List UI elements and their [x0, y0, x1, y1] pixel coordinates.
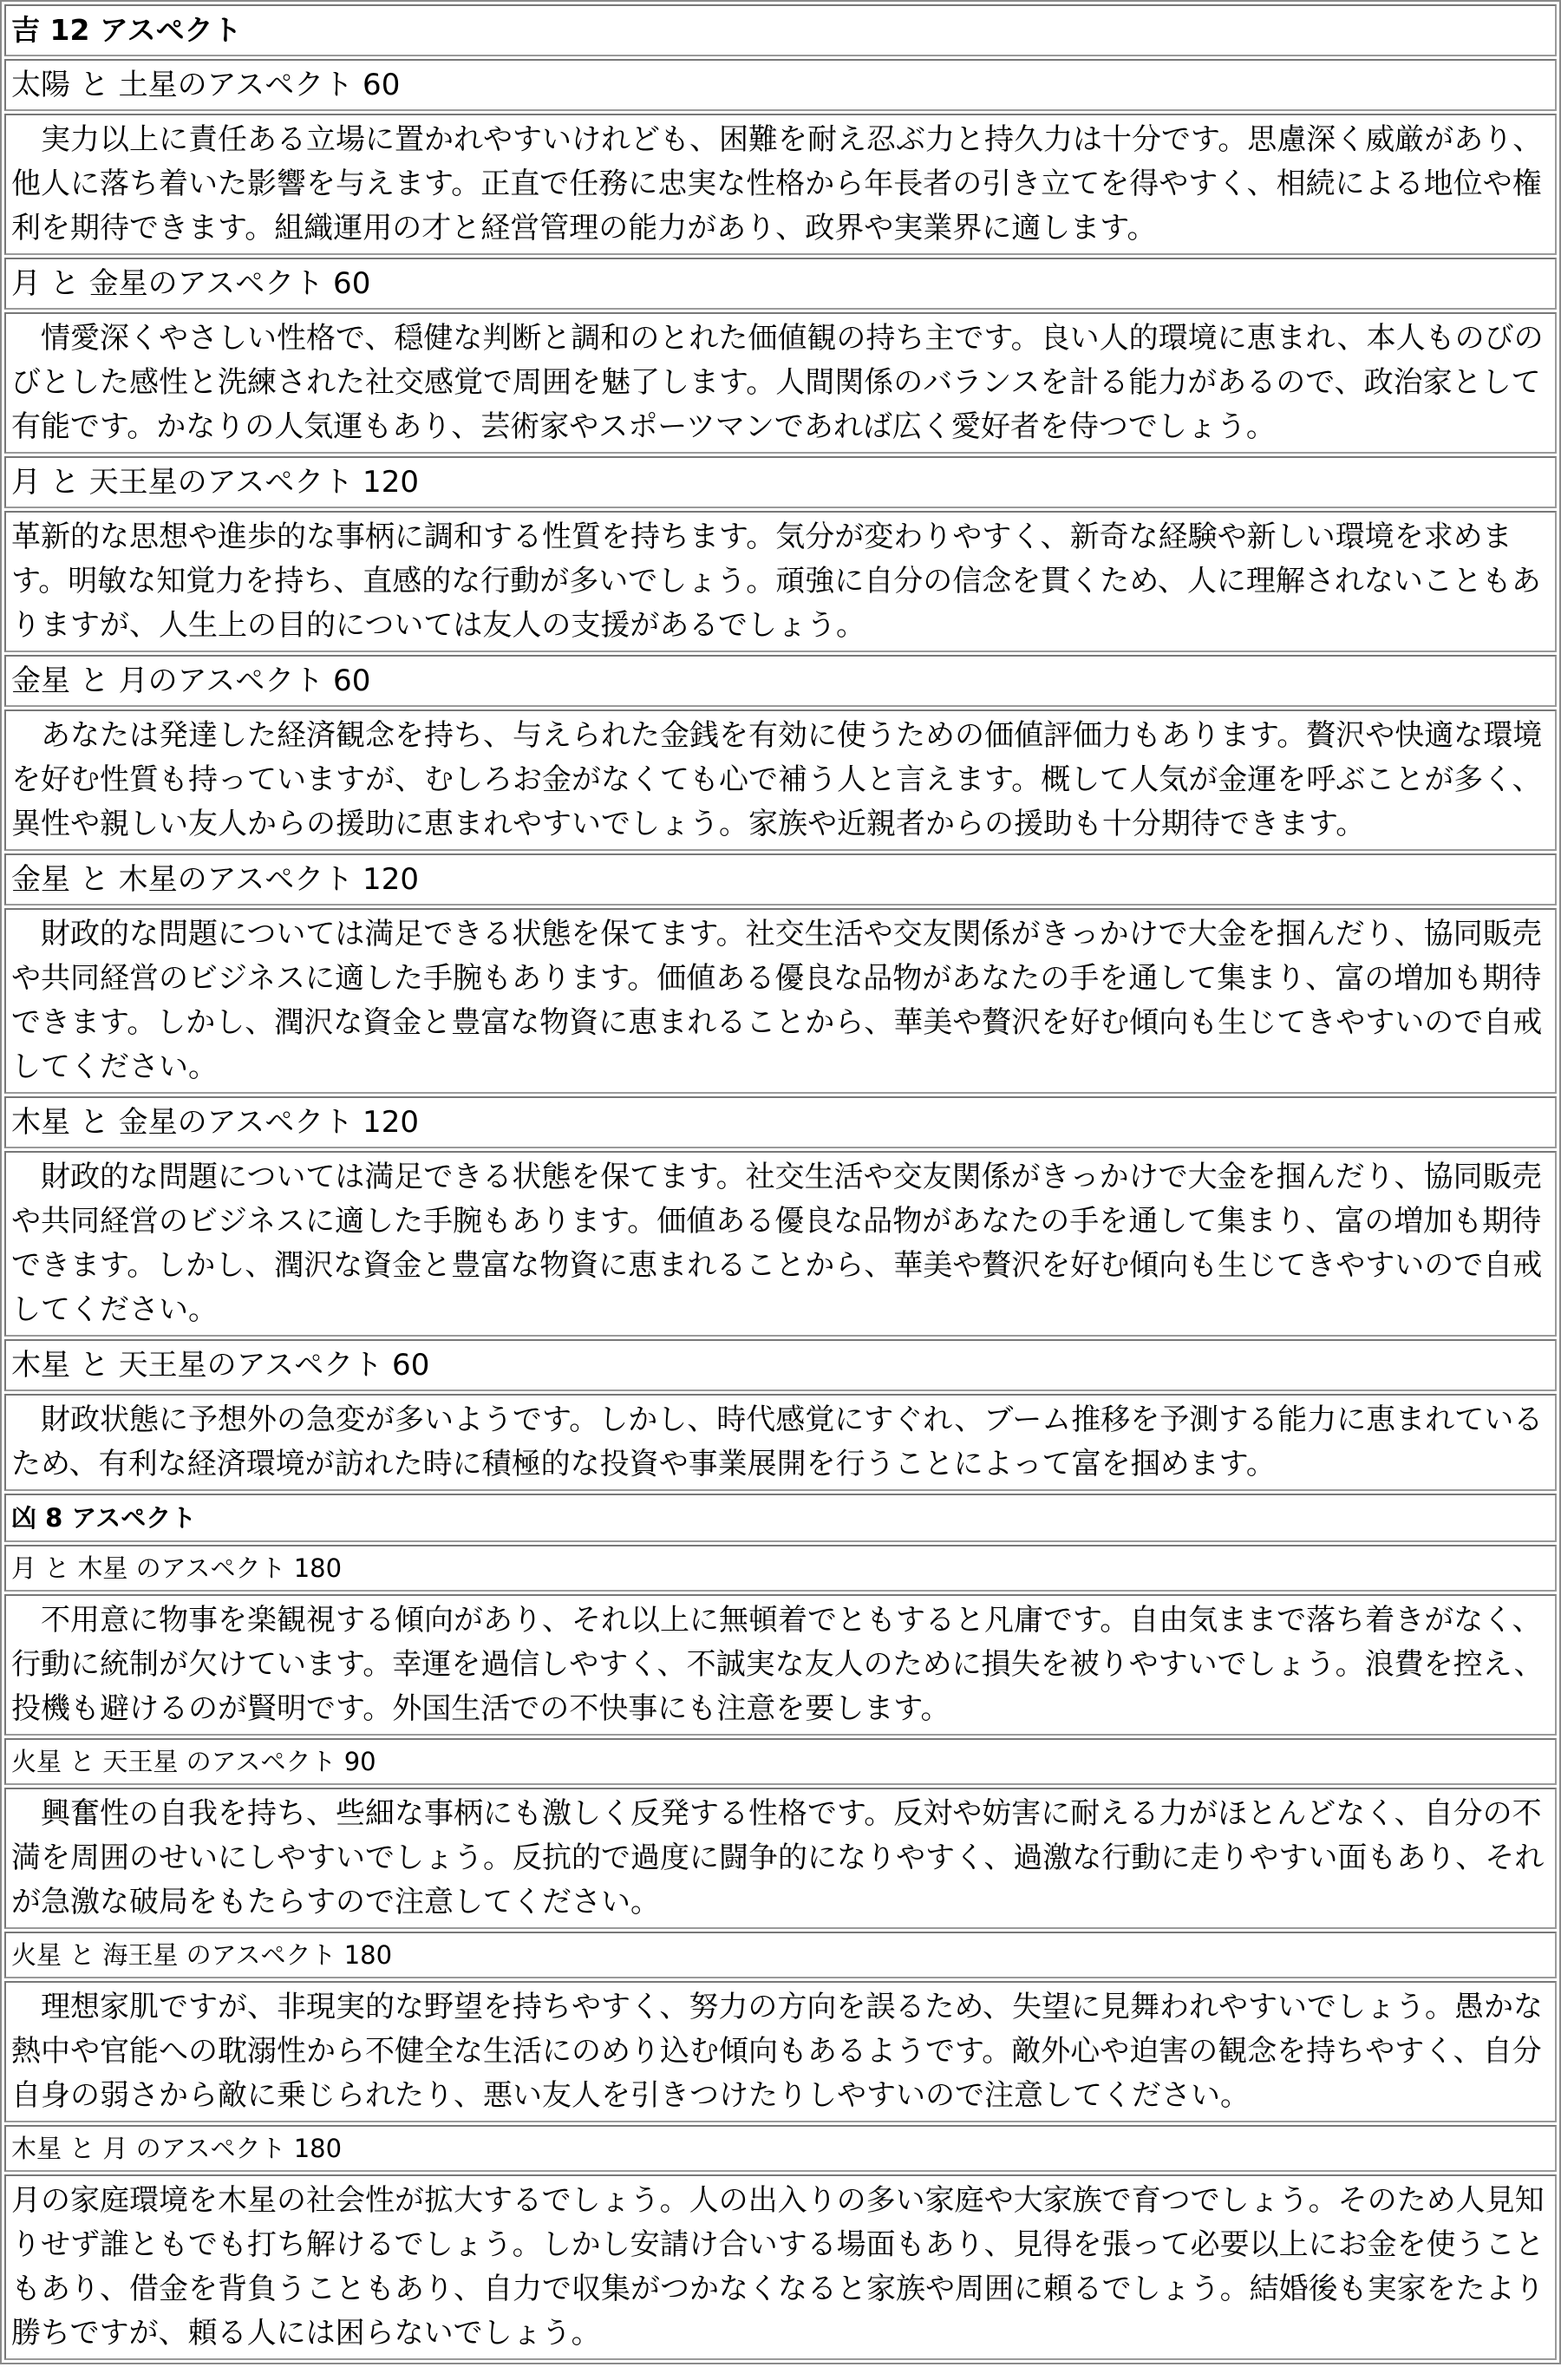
aspect-heading-row	[4, 1738, 1557, 1785]
aspect-heading: 火星 と 海王星 のアスペクト 180	[4, 1932, 1557, 1978]
section-title-row	[4, 1494, 1557, 1542]
aspect-description: 不用意に物事を楽観視する傾向があり、それ以上に無頓着でともすると凡庸です。自由気ままで落ち着きがなく、行動に統制が欠けています。幸運を過信しやすく、不誠実な友人のために損失を被りやすいでしょう。浪費を控え、投機も避けるのが賢明です。外国生活での不快事にも注意を要します。	[4, 1594, 1557, 1736]
aspect-description-row	[4, 1981, 1557, 2122]
aspect-description-row	[4, 1788, 1557, 1929]
aspect-heading-row	[4, 1932, 1557, 1978]
aspect-heading-row	[4, 258, 1557, 310]
aspect-heading-row	[4, 1096, 1557, 1148]
aspect-description: 実力以上に責任ある立場に置かれやすいけれども、困難を耐え忍ぶ力と持久力は十分です。思慮深く威厳があり、他人に落ち着いた影響を与えます。正直で任務に忠実な性格から年長者の引き立てを得やすく、相続による地位や権利を期待できます。組織運用の才と経営管理の能力があり、政界や実業界に適します。	[4, 114, 1557, 255]
aspect-heading: 金星 と 月のアスペクト 60	[4, 655, 1557, 707]
aspect-description-row	[4, 709, 1557, 851]
aspect-heading: 木星 と 天王星のアスペクト 60	[4, 1339, 1557, 1391]
aspect-description-row	[4, 908, 1557, 1094]
aspect-description: 興奮性の自我を持ち、些細な事柄にも激しく反発する性格です。反対や妨害に耐える力がほとんどなく、自分の不満を周囲のせいにしやすいでしょう。反抗的で過度に闘争的になりやすく、過激な行動に走りやすい面もあり、それが急激な破局をもたらすので注意してください。	[4, 1788, 1557, 1929]
aspect-description: 革新的な思想や進歩的な事柄に調和する性質を持ちます。気分が変わりやすく、新奇な経験や新しい環境を求めます。明敏な知覚力を持ち、直感的な行動が多いでしょう。頑強に自分の信念を貫くため、人に理解されないこともありますが、人生上の目的については友人の支援があるでしょう。	[4, 511, 1557, 652]
aspect-description: あなたは発達した経済観念を持ち、与えられた金銭を有効に使うための価値評価力もあります。贅沢や快適な環境を好む性質も持っていますが、むしろお金がなくても心で補う人と言えます。概して人気が金運を呼ぶことが多く、異性や親しい友人からの援助に恵まれやすいでしょう。家族や近親者からの援助も十分期待できます。	[4, 709, 1557, 851]
aspect-heading-row	[4, 2125, 1557, 2172]
aspect-description-row	[4, 1151, 1557, 1337]
aspect-heading: 火星 と 天王星 のアスペクト 90	[4, 1738, 1557, 1785]
aspect-description-row	[4, 2174, 1557, 2360]
aspect-heading-row	[4, 1545, 1557, 1592]
aspect-description-row	[4, 1594, 1557, 1736]
aspect-description: 理想家肌ですが、非現実的な野望を持ちやすく、努力の方向を誤るため、失望に見舞われやすいでしょう。愚かな熱中や官能への耽溺性から不健全な生活にのめり込む傾向もあるようです。敵外心や迫害の観念を持ちやすく、自分自身の弱さから敵に乗じられたり、悪い友人を引きつけたりしやすいので注意してください。	[4, 1981, 1557, 2122]
aspect-heading-row	[4, 655, 1557, 707]
aspect-description-row	[4, 114, 1557, 255]
section-title: 吉 12 アスペクト	[4, 4, 1557, 56]
section-title-row	[4, 4, 1557, 56]
aspect-heading-row	[4, 59, 1557, 111]
aspect-heading: 月 と 金星のアスペクト 60	[4, 258, 1557, 310]
aspect-heading: 金星 と 木星のアスペクト 120	[4, 853, 1557, 906]
aspect-description: 月の家庭環境を木星の社会性が拡大するでしょう。人の出入りの多い家庭や大家族で育つでしょう。そのため人見知りせず誰ともでも打ち解けるでしょう。しかし安請け合いする場面もあり、見得を張って必要以上にお金を使うこともあり、借金を背負うこともあり、自力で収集がつかなくなると家族や周囲に頼るでしょう。結婚後も実家をたより勝ちですが、頼る人には困らないでしょう。	[4, 2174, 1557, 2360]
aspect-description: 財政状態に予想外の急変が多いようです。しかし、時代感覚にすぐれ、ブーム推移を予測する能力に恵まれているため、有利な経済環境が訪れた時に積極的な投資や事業展開を行うことによって富を掴めます。	[4, 1394, 1557, 1491]
aspect-heading-row	[4, 456, 1557, 508]
aspect-description: 情愛深くやさしい性格で、穏健な判断と調和のとれた価値観の持ち主です。良い人的環境に恵まれ、本人ものびのびとした感性と洗練された社交感覚で周囲を魅了します。人間関係のバランスを計る能力があるので、政治家として有能です。かなりの人気運もあり、芸術家やスポーツマンであれば広く愛好者を侍つでしょう。	[4, 312, 1557, 454]
aspect-heading: 木星 と 月 のアスペクト 180	[4, 2125, 1557, 2172]
section-title: 凶 8 アスペクト	[4, 1494, 1557, 1542]
aspect-heading: 太陽 と 土星のアスペクト 60	[4, 59, 1557, 111]
aspect-heading-row	[4, 1339, 1557, 1391]
aspect-description-row	[4, 511, 1557, 652]
aspect-heading: 月 と 木星 のアスペクト 180	[4, 1545, 1557, 1592]
aspect-description-row	[4, 1394, 1557, 1491]
aspect-heading: 木星 と 金星のアスペクト 120	[4, 1096, 1557, 1148]
aspect-heading: 月 と 天王星のアスペクト 120	[4, 456, 1557, 508]
aspect-description-row	[4, 312, 1557, 454]
aspect-description: 財政的な問題については満足できる状態を保てます。社交生活や交友関係がきっかけで大金を掴んだり、協同販売や共同経営のビジネスに適した手腕もあります。価値ある優良な品物があなたの手を通して集まり、富の増加も期待できます。しかし、潤沢な資金と豊富な物資に恵まれることから、華美や贅沢を好む傾向も生じてきやすいので自戒してください。	[4, 1151, 1557, 1337]
aspect-description: 財政的な問題については満足できる状態を保てます。社交生活や交友関係がきっかけで大金を掴んだり、協同販売や共同経営のビジネスに適した手腕もあります。価値ある優良な品物があなたの手を通して集まり、富の増加も期待できます。しかし、潤沢な資金と豊富な物資に恵まれることから、華美や贅沢を好む傾向も生じてきやすいので自戒してください。	[4, 908, 1557, 1094]
aspect-heading-row	[4, 853, 1557, 906]
